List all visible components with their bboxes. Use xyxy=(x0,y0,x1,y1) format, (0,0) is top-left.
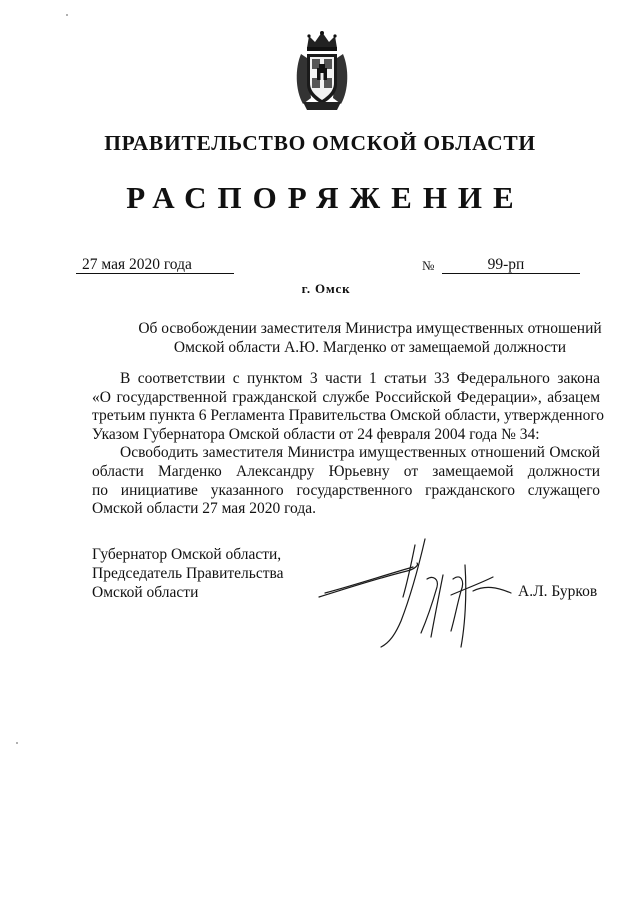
signatory-name: А.Л. Бурков xyxy=(518,583,598,600)
document-number: 99-рп xyxy=(442,256,580,274)
scan-speck xyxy=(66,14,68,16)
document-type-heading: РАСПОРЯЖЕНИЕ xyxy=(126,180,525,215)
organization-title: ПРАВИТЕЛЬСТВО ОМСКОЙ ОБЛАСТИ xyxy=(104,131,536,155)
body-line: В соответствии с пунктом 3 части 1 статьи 33 Федерального закона xyxy=(120,370,600,387)
document-city: г. Омск xyxy=(301,281,351,296)
subject-line: Омской области А.Ю. Магденко от замещаемой должности xyxy=(173,339,567,356)
document-body xyxy=(92,370,605,519)
handwritten-signature xyxy=(315,535,515,655)
body-line: области Магденко Александру Юрьевну от замещаемой должности xyxy=(92,462,600,480)
signatory-title-line: Председатель Правительства xyxy=(92,565,284,582)
number-sign: № xyxy=(422,258,435,273)
document-number-block xyxy=(422,256,580,274)
body-line: Освободить заместителя Министра имущественных отношений Омской xyxy=(120,444,600,462)
document-date: 27 мая 2020 года xyxy=(76,256,234,274)
omsk-coat-of-arms-icon xyxy=(293,28,351,112)
signatory-title-line: Губернатор Омской области, xyxy=(92,546,282,563)
subject-line: Об освобождении заместителя Министра имущественных отношений xyxy=(138,320,602,337)
body-paragraph xyxy=(92,444,600,518)
body-line: Омской области 27 мая 2020 года. xyxy=(92,500,316,518)
body-line: по инициативе указанного государственного гражданского служащего xyxy=(92,481,600,499)
body-paragraph xyxy=(92,370,605,444)
body-line: «О государственной гражданской службе Российской Федерации», абзацем xyxy=(92,388,600,406)
scan-speck xyxy=(16,742,18,744)
body-line: Указом Губернатора Омской области от 24 февраля 2004 года № 34: xyxy=(92,425,540,443)
document-subject xyxy=(100,319,640,357)
signatory-title-line: Омской области xyxy=(92,584,199,601)
signatory-title xyxy=(92,545,284,602)
body-line: третьим пункта 6 Регламента Правительства Омской области, утвержденного xyxy=(92,407,605,425)
